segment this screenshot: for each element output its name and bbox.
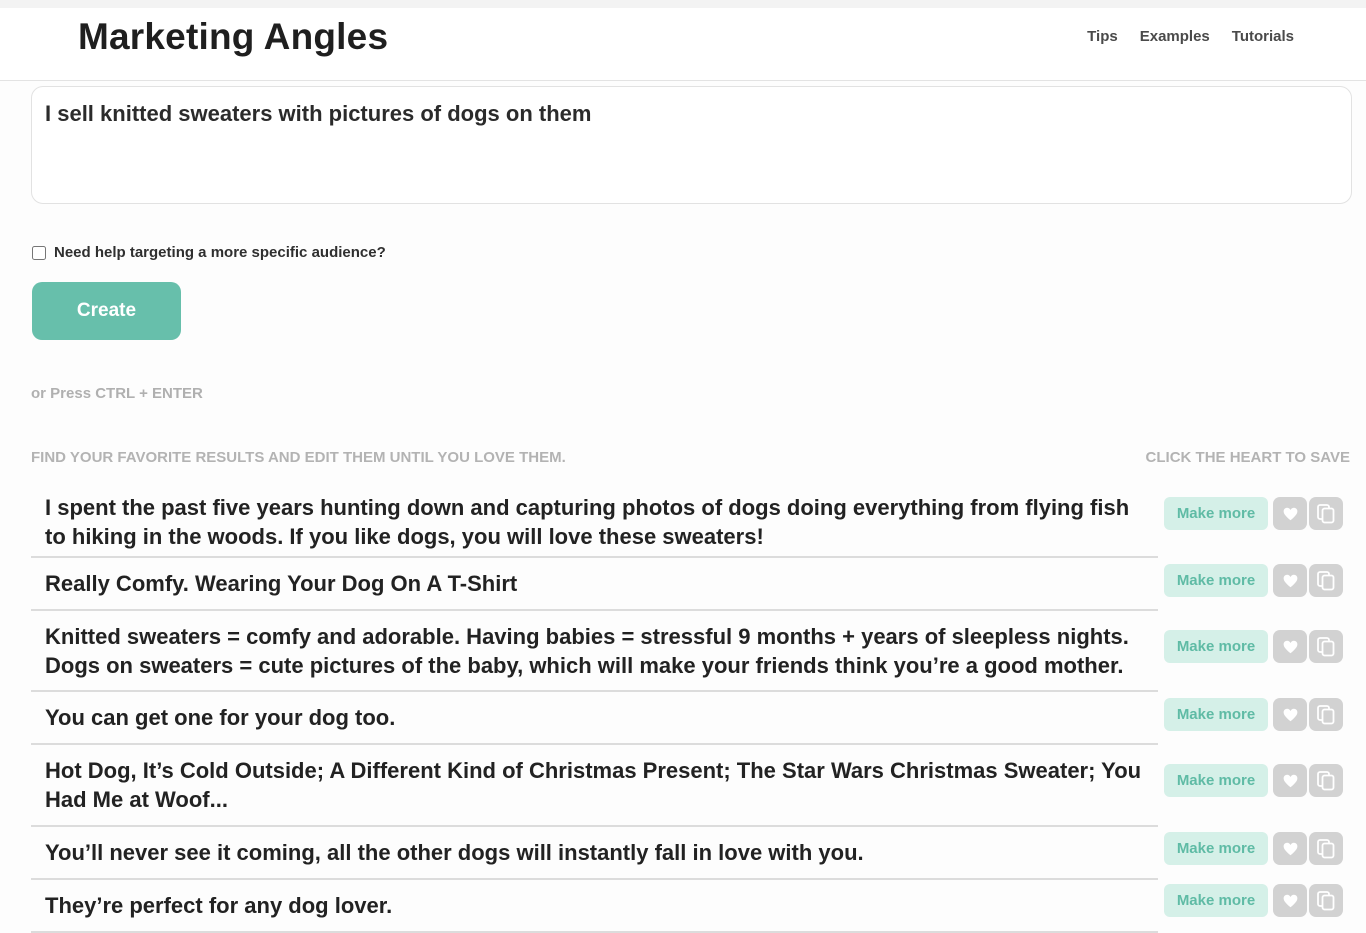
make-more-button[interactable]: Make more	[1164, 630, 1268, 663]
create-button[interactable]: Create	[32, 282, 181, 340]
result-text[interactable]: You can get one for your dog too.	[45, 705, 396, 730]
results-instructions: FIND YOUR FAVORITE RESULTS AND EDIT THEM UNTIL YOU LOVE THEM.	[31, 449, 566, 466]
copy-button[interactable]	[1309, 884, 1343, 917]
make-more-button[interactable]: Make more	[1164, 497, 1268, 530]
save-heart-button[interactable]	[1273, 764, 1307, 797]
audience-checkbox-row[interactable]	[32, 244, 386, 261]
copy-button[interactable]	[1309, 630, 1343, 663]
result-item[interactable]	[31, 880, 1158, 933]
result-text[interactable]: You’ll never see it coming, all the other dogs will instantly fall in love with you.	[45, 840, 864, 865]
result-item[interactable]	[31, 558, 1158, 611]
result-item[interactable]	[31, 487, 1158, 558]
copy-icon	[1317, 571, 1335, 591]
nav-tips-link[interactable]: Tips	[1087, 28, 1118, 45]
app-header	[0, 8, 1366, 81]
result-actions	[1164, 564, 1343, 597]
audience-checkbox-label: Need help targeting a more specific audience?	[54, 244, 386, 261]
result-item[interactable]	[31, 692, 1158, 745]
app-title: Marketing Angles	[78, 16, 389, 57]
make-more-button[interactable]: Make more	[1164, 884, 1268, 917]
save-heart-button[interactable]	[1273, 497, 1307, 530]
heart-icon	[1283, 708, 1298, 722]
heart-icon	[1283, 774, 1298, 788]
result-text[interactable]: Knitted sweaters = comfy and adorable. Having babies = stressful 9 months + years of sleepless nights. Dogs on sweaters = cute pictures of the baby, which will make your friends think you’re a good mother.	[45, 623, 1129, 678]
result-actions	[1164, 764, 1343, 797]
heart-icon	[1283, 640, 1298, 654]
product-description-input[interactable]	[31, 86, 1352, 204]
save-heart-button[interactable]	[1273, 564, 1307, 597]
heart-icon	[1283, 842, 1298, 856]
shortcut-hint: or Press CTRL + ENTER	[31, 385, 203, 402]
copy-icon	[1317, 504, 1335, 524]
result-actions	[1164, 698, 1343, 731]
save-instructions: CLICK THE HEART TO SAVE	[1145, 449, 1350, 466]
save-heart-button[interactable]	[1273, 832, 1307, 865]
nav-examples-link[interactable]: Examples	[1139, 28, 1210, 45]
result-text[interactable]: Really Comfy. Wearing Your Dog On A T-Shirt	[45, 571, 518, 596]
result-item[interactable]	[31, 827, 1158, 880]
result-actions	[1164, 630, 1343, 663]
make-more-button[interactable]: Make more	[1164, 832, 1268, 865]
audience-checkbox[interactable]	[32, 246, 46, 260]
result-actions	[1164, 497, 1343, 530]
result-text[interactable]: They’re perfect for any dog lover.	[45, 893, 393, 918]
nav-tutorials-link[interactable]: Tutorials	[1231, 28, 1294, 45]
result-item[interactable]	[31, 745, 1158, 827]
save-heart-button[interactable]	[1273, 698, 1307, 731]
copy-button[interactable]	[1309, 832, 1343, 865]
result-actions	[1164, 884, 1343, 917]
make-more-button[interactable]: Make more	[1164, 564, 1268, 597]
save-heart-button[interactable]	[1273, 630, 1307, 663]
copy-icon	[1317, 705, 1335, 725]
make-more-button[interactable]: Make more	[1164, 764, 1268, 797]
result-text[interactable]: Hot Dog, It’s Cold Outside; A Different Kind of Christmas Present; The Star Wars Christmas Sweater; You Had Me at Woof...	[45, 758, 1142, 812]
copy-button[interactable]	[1309, 497, 1343, 530]
top-nav	[1087, 28, 1294, 45]
copy-icon	[1317, 771, 1335, 791]
copy-button[interactable]	[1309, 564, 1343, 597]
top-strip	[0, 0, 1366, 8]
heart-icon	[1283, 507, 1298, 521]
result-item[interactable]	[31, 611, 1158, 692]
make-more-button[interactable]: Make more	[1164, 698, 1268, 731]
copy-button[interactable]	[1309, 698, 1343, 731]
copy-button[interactable]	[1309, 764, 1343, 797]
copy-icon	[1317, 839, 1335, 859]
copy-icon	[1317, 637, 1335, 657]
save-heart-button[interactable]	[1273, 884, 1307, 917]
result-text[interactable]: I spent the past five years hunting down and capturing photos of dogs doing everything from flying fish to hiking in the woods. If you like dogs, you will love these sweaters!	[45, 494, 1130, 549]
copy-icon	[1317, 891, 1335, 911]
heart-icon	[1283, 894, 1298, 908]
heart-icon	[1283, 574, 1298, 588]
result-actions	[1164, 832, 1343, 865]
